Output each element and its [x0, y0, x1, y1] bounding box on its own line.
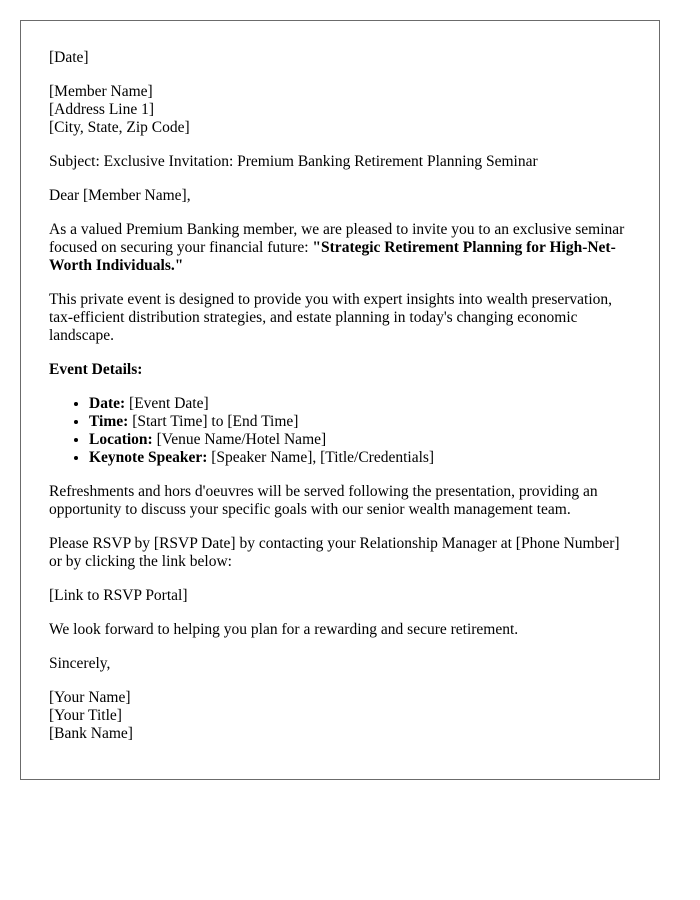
recipient-address — [49, 83, 631, 137]
sender-name: [Your Name] — [49, 689, 131, 706]
event-detail-value: [Speaker Name], [Title/Credentials] — [207, 449, 435, 466]
letter-date: [Date] — [49, 49, 89, 66]
letter-subject: Subject: Exclusive Invitation: Premium Banking Retirement Planning Seminar — [49, 153, 538, 170]
intro-paragraph — [49, 221, 631, 275]
event-details-list — [49, 395, 631, 467]
event-description: This private event is designed to provide you with expert insights into wealth preservation, tax-efficient distribution strategies, and estate planning in today's changing economic landscape. — [49, 291, 613, 344]
event-detail-label: Keynote Speaker: — [89, 449, 208, 466]
event-details-heading: Event Details: — [49, 361, 143, 378]
event-detail-value: [Venue Name/Hotel Name] — [152, 431, 327, 448]
refreshments-paragraph: Refreshments and hors d'oeuvres will be served following the presentation, providing an opportunity to discuss your specific goals with our senior wealth management team. — [49, 483, 598, 518]
event-detail-label: Time: — [89, 413, 129, 430]
recipient-name: [Member Name] — [49, 83, 153, 100]
sign-off: Sincerely, — [49, 655, 111, 672]
letter-salutation: Dear [Member Name], — [49, 187, 191, 204]
event-detail-label: Date: — [89, 395, 126, 412]
event-detail-date — [89, 395, 631, 413]
event-detail-value: [Event Date] — [125, 395, 209, 412]
event-detail-time — [89, 413, 631, 431]
event-detail-value: [Start Time] to [End Time] — [128, 413, 299, 430]
closing-line: We look forward to helping you plan for a rewarding and secure retirement. — [49, 621, 519, 638]
event-detail-keynote-speaker — [89, 449, 631, 467]
seminar-title: "Strategic Retirement Planning for High-Net-Worth Individuals." — [49, 239, 616, 274]
event-detail-label: Location: — [89, 431, 153, 448]
sender-bank: [Bank Name] — [49, 725, 133, 742]
signature-block — [49, 689, 631, 743]
rsvp-paragraph: Please RSVP by [RSVP Date] by contacting your Relationship Manager at [Phone Number] or by clicking the link below: — [49, 535, 620, 570]
letter-page — [20, 20, 660, 780]
recipient-address-line-1: [Address Line 1] — [49, 101, 155, 118]
event-detail-location — [89, 431, 631, 449]
recipient-city-state-zip: [City, State, Zip Code] — [49, 119, 190, 136]
rsvp-link[interactable]: [Link to RSVP Portal] — [49, 587, 188, 604]
sender-title: [Your Title] — [49, 707, 122, 724]
intro-text: As a valued Premium Banking member, we are pleased to invite you to an exclusive seminar focused on securing your financial future: — [49, 221, 625, 256]
